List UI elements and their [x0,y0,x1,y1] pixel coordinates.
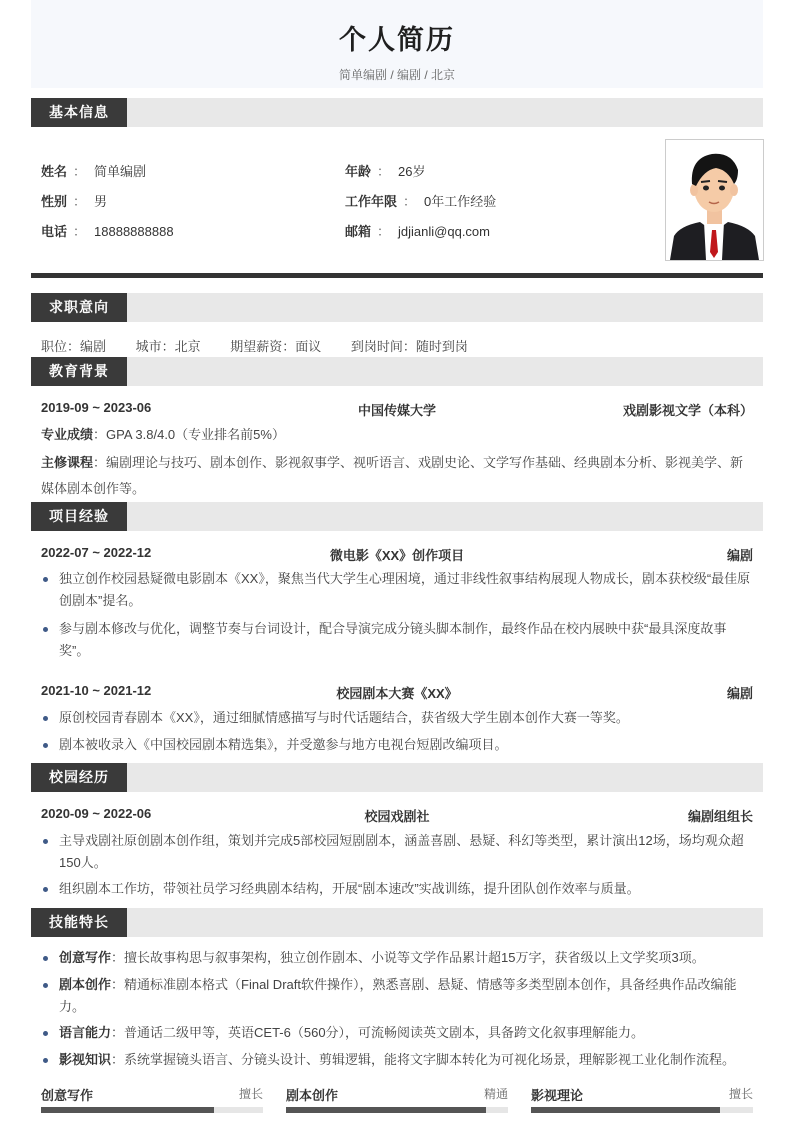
age-value: 26岁 [398,164,426,179]
courses-value: ：编剧理论与技巧、剧本创作、影视叙事学、视听语言、戏剧史论、文学写作基础、经典剧本分析、影视美学、新媒体剧本创作等。 [41,455,744,496]
project-1-header [41,545,753,563]
list-item [41,618,753,662]
bullet-dot [43,956,48,961]
skill-bar-writing [41,1085,263,1115]
skill-bar-track [286,1107,508,1113]
section-title-projects: 项目经验 [31,502,127,531]
section-education [31,357,763,386]
gpa-label: 专业成绩 [41,427,94,442]
education-gpa [41,422,753,448]
list-item [41,974,753,1018]
section-skills [31,908,763,937]
colon: ： [73,224,87,239]
skill-bar-fill [286,1107,486,1113]
page-title: 个人简历 [339,25,455,55]
email-value: jdjianli@qq.com [398,224,490,239]
section-intent [31,293,763,322]
skill-text: ：擅长故事构思与叙事架构，独立创作剧本、小说等文学作品累计超15万字，获省级以上文学奖项3项。 [111,950,705,965]
section-title-basic: 基本信息 [31,98,127,127]
bullet-dot [43,627,48,632]
section-basic [31,98,763,127]
skill-bar-film-theory [531,1085,753,1115]
project-role: 编剧 [726,686,753,701]
education-school: 中国传媒大学 [357,403,436,418]
profile-photo [665,139,764,261]
list-item [41,707,753,729]
section-title-intent: 求职意向 [31,293,127,322]
section-title-campus: 校园经历 [31,763,127,792]
bullet-dot [43,887,48,892]
colon: ： [377,224,391,239]
bullet-text: 剧本被收录入《中国校园剧本精选集》，并受邀参与地方电视台短剧改编项目。 [59,737,508,752]
intent-salary: 期望薪资：面议 [230,339,322,354]
email-label: 邮箱 [345,224,372,239]
years-row [345,191,496,211]
colon: ： [403,194,417,209]
colon: ： [377,164,391,179]
campus-date: 2020-09 ~ 2022-06 [41,806,152,821]
page-subtitle: 简单编剧 / 编剧 / 北京 [338,68,455,82]
list-item [41,878,753,900]
name-value: 简单编剧 [94,164,147,179]
resume-header [31,0,763,88]
name-label: 姓名 [41,164,68,179]
bullet-dot [43,743,48,748]
skill-text: ：普通话二级甲等，英语CET-6（560分），可流畅阅读英文剧本，具备跨文化叙事理解能力。 [111,1025,645,1040]
project-name: 微电影《XX》创作项目 [329,548,465,563]
intent-row [41,336,468,355]
skill-bar-name: 影视理论 [531,1088,584,1103]
gpa-value: ：GPA 3.8/4.0（专业排名前5%） [93,427,285,442]
skill-text: ：系统掌握镜头语言、分镜头设计、剪辑逻辑，能将文字脚本转化为可视化场景，理解影视工业化制作流程。 [111,1052,736,1067]
intent-city: 城市：北京 [135,339,201,354]
email-row [345,221,490,241]
skill-label: 影视知识 [59,1052,112,1067]
name-row [41,161,146,181]
section-campus [31,763,763,792]
skill-bar-fill [41,1107,214,1113]
campus-org: 校园戏剧社 [364,809,430,824]
section-title-education: 教育背景 [31,357,127,386]
intent-position: 职位：编剧 [41,339,107,354]
list-item [41,1022,753,1044]
skill-bar-level: 擅长 [238,1087,263,1101]
age-label: 年龄 [345,164,372,179]
bullet-text: 组织剧本工作坊，带领社员学习经典剧本结构，开展“剧本速改”实战训练，提升团队创作效率与质量。 [59,881,640,896]
skill-text: ：精通标准剧本格式（Final Draft软件操作），熟悉喜剧、悬疑、情感等多类型剧本创作，具备经典作品改编能力。 [59,977,737,1014]
age-row [345,161,426,181]
skill-bar-script [286,1085,508,1115]
education-courses [41,450,753,502]
list-item [41,1049,753,1071]
bullet-dot [43,716,48,721]
phone-row [41,221,174,241]
avatar-illustration [666,140,763,260]
courses-label: 主修课程 [41,455,94,470]
phone-label: 电话 [41,224,68,239]
skill-bar-level: 擅长 [728,1087,753,1101]
education-entry-header [41,400,753,418]
gender-row [41,191,107,211]
project-name: 校园剧本大赛《XX》 [336,686,458,701]
bullet-dot [43,1031,48,1036]
project-2-header [41,683,753,701]
education-date: 2019-09 ~ 2023-06 [41,400,152,415]
bullet-dot [43,983,48,988]
list-item [41,568,753,612]
intent-arrival: 到岗时间：随时到岗 [350,339,468,354]
bullet-text: 原创校园青春剧本《XX》，通过细腻情感描写与时代话题结合，获省级大学生剧本创作大赛一等奖。 [59,710,629,725]
years-value: 0年工作经验 [424,194,497,209]
section-title-skills: 技能特长 [31,908,127,937]
list-item [41,734,753,756]
phone-value: 18888888888 [94,224,174,239]
list-item [41,830,753,874]
gender-label: 性别 [41,194,68,209]
campus-role: 编剧组组长 [687,809,753,824]
project-date: 2021-10 ~ 2021-12 [41,683,152,698]
skill-label: 剧本创作 [59,977,112,992]
project-role: 编剧 [726,548,753,563]
skill-label: 创意写作 [59,950,112,965]
education-major: 戏剧影视文学（本科） [622,403,753,418]
colon: ： [73,194,87,209]
skill-bar-level: 精通 [483,1087,508,1101]
bullet-dot [43,577,48,582]
gender-value: 男 [94,194,108,209]
section-divider [31,273,763,278]
bullet-text: 参与剧本修改与优化，调整节奏与台词设计，配合导演完成分镜头脚本制作，最终作品在校内展映中获“最具深度故事奖”。 [59,621,727,658]
skill-bar-track [531,1107,753,1113]
colon: ： [73,164,87,179]
bullet-dot [43,1058,48,1063]
project-date: 2022-07 ~ 2022-12 [41,545,152,560]
skill-bar-name: 剧本创作 [286,1088,339,1103]
section-projects [31,502,763,531]
bullet-dot [43,839,48,844]
years-label: 工作年限 [345,194,398,209]
bullet-text: 主导戏剧社原创剧本创作组，策划并完成5部校园短剧剧本，涵盖喜剧、悬疑、科幻等类型，累计演出12场，场均观众超150人。 [59,833,744,870]
skill-bar-name: 创意写作 [41,1088,94,1103]
campus-entry-header [41,806,753,824]
skill-bar-track [41,1107,263,1113]
list-item [41,947,753,969]
skill-label: 语言能力 [59,1025,112,1040]
bullet-text: 独立创作校园悬疑微电影剧本《XX》，聚焦当代大学生心理困境，通过非线性叙事结构展现人物成长，剧本获校级“最佳原创剧本”提名。 [59,571,751,608]
skill-bar-fill [531,1107,720,1113]
